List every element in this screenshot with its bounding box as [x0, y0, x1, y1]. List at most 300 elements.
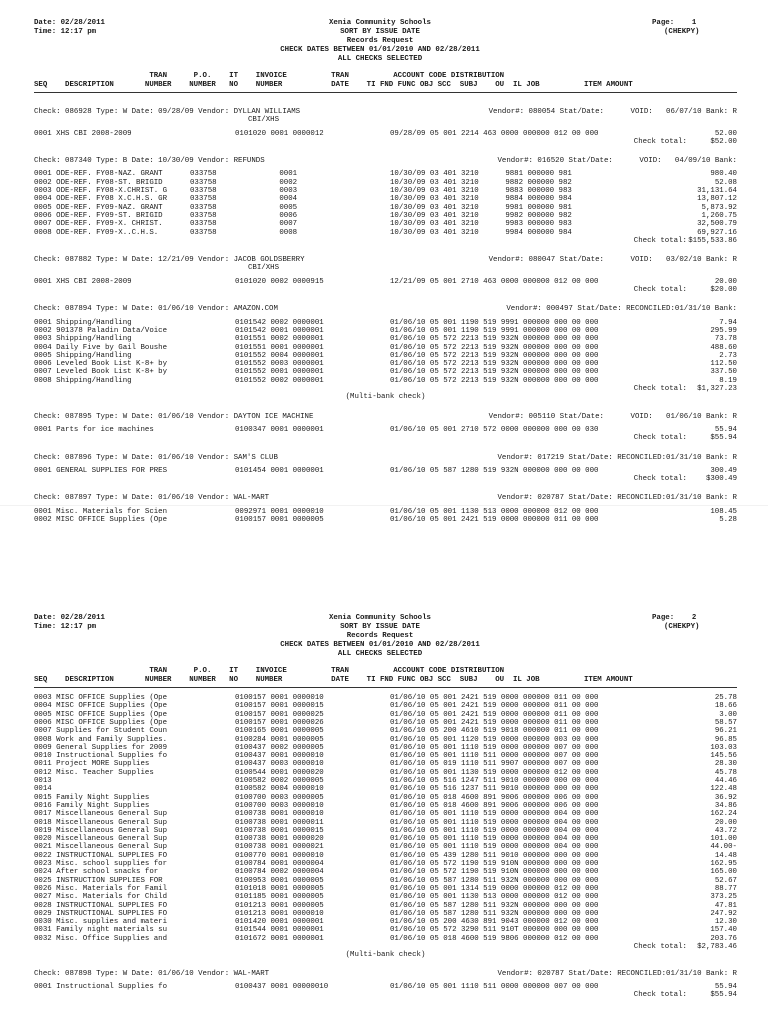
line-item	[34, 860, 737, 868]
item-account-code: 10/30/09 03 401 3210 9982 000000 982	[390, 211, 572, 220]
column-header-line2: SEQ DESCRIPTION NUMBER NUMBER NO NUMBER DATE TI FND FUNC OBJ SCC SUBJ OU IL JOB ITEM AMOUNT	[34, 676, 633, 684]
item-po-number: 0100437 0001 00000010	[235, 982, 329, 991]
check-header	[34, 494, 737, 502]
item-description: 0001 Parts for ice machines	[34, 425, 154, 434]
item-description: 0031 Family night materials su	[34, 926, 168, 935]
item-description: 0001 XHS CBI 2008-2009	[34, 129, 132, 138]
item-amount: 43.72	[714, 826, 737, 835]
item-description: 0014	[34, 785, 52, 794]
item-amount: 145.56	[710, 752, 737, 761]
item-account-code: 01/06/10 05 572 2213 519 932N 000000 000 00 000	[390, 351, 599, 360]
item-po-number: 0100953 0001 0000005	[235, 876, 324, 885]
item-amount: 25.78	[714, 694, 737, 702]
item-amount: 73.78	[714, 335, 737, 344]
item-amount: 165.00	[710, 868, 737, 877]
item-account-code: 10/30/09 03 401 3210 9983 000000 983	[390, 220, 572, 229]
item-account-code: 01/06/10 05 516 1247 511 9010 000000 000 00 000	[390, 777, 599, 785]
program-code: (CHEKPY)	[664, 28, 700, 36]
item-account-code: 01/06/10 05 001 2421 519 0000 000000 011 00 000	[390, 718, 599, 727]
check-info: Check: 087895 Type: W Date: 01/06/10 Vendor: DAYTON ICE MACHINE	[34, 412, 314, 421]
item-tran-number: 033758	[190, 195, 217, 204]
item-account-code: 01/06/10 05 001 1110 519 0000 000000 004 00 000	[390, 818, 599, 827]
check-total-value: $1,327.23	[697, 385, 737, 394]
item-po-number: 0100437 0001 0000010	[235, 752, 324, 761]
item-amount: 47.81	[714, 901, 737, 910]
item-po-number: 0101018 0001 0000005	[235, 884, 324, 893]
item-account-code: 10/30/09 03 401 3210 9981 000000 981	[390, 203, 572, 212]
item-account-code: 10/30/09 03 401 3210 9884 000000 984	[390, 195, 572, 204]
line-item	[34, 130, 737, 138]
item-amount: 5.28	[719, 515, 737, 524]
item-amount: 122.48	[710, 785, 737, 794]
header-rule	[34, 687, 737, 688]
item-po-number: 0101551 0001 0000001	[235, 343, 324, 352]
item-po-number: 0100738 0001 0000021	[235, 843, 324, 852]
item-amount: 103.03	[710, 743, 737, 752]
item-amount: 3.00	[719, 710, 737, 719]
check-info: Check: 087898 Type: W Date: 01/06/10 Vendor: WAL-MART	[34, 969, 270, 978]
item-amount: 295.99	[710, 326, 737, 335]
item-description: 0006 MISC OFFICE Supplies (Ope	[34, 718, 168, 727]
item-account-code: 01/06/10 05 516 1237 511 9010 000000 000 00 000	[390, 785, 599, 794]
check-total-row	[34, 943, 737, 951]
line-item	[34, 426, 737, 434]
item-amount: 55.94	[714, 982, 737, 991]
item-po-number: 0101551 0002 0000001	[235, 335, 324, 344]
item-description: 0004 Daily Five by Gail Boushe	[34, 343, 168, 352]
check-subtitle: CBI/XHS	[248, 116, 280, 125]
item-amount: 28.30	[714, 760, 737, 769]
item-description: 0011 Project MORE Supplies	[34, 760, 150, 769]
line-item	[34, 983, 737, 991]
item-account-code: 09/28/09 05 001 2214 463 0000 000000 012 00 000	[390, 129, 599, 138]
item-amount: 96.21	[714, 727, 737, 736]
item-description: 0007 ODE-REF. FY09-X. CHRIST.	[34, 220, 163, 229]
line-item	[34, 843, 737, 851]
item-po-number: 0100738 0001 0000015	[235, 826, 324, 835]
item-amount: 13,807.12	[697, 195, 737, 204]
item-description: 0017 Miscellaneous General Sup	[34, 810, 168, 819]
line-item	[34, 719, 737, 727]
item-description: 0013	[34, 777, 52, 785]
check-info: Check: 087896 Type: W Date: 01/06/10 Vendor: SAM'S CLUB	[34, 453, 278, 462]
item-amount: 69,927.16	[697, 228, 737, 237]
item-amount: 58.57	[714, 718, 737, 727]
item-account-code: 01/06/10 05 001 2421 519 0000 000000 011 00 000	[390, 515, 599, 524]
item-po-number: 0101454 0001 0000001	[235, 466, 324, 475]
report-org: Xenia Community Schools	[328, 19, 431, 27]
item-amount: 12.30	[714, 918, 737, 927]
item-account-code: 01/06/10 05 001 1120 519 0000 000000 003 00 000	[390, 735, 599, 744]
line-item	[34, 327, 737, 335]
item-account-code: 10/30/09 03 401 3210 9984 000000 984	[390, 228, 572, 237]
item-description: 0018 Miscellaneous General Sup	[34, 818, 168, 827]
vendor-info: Vendor#: 000497 Stat/Date: RECONCILED:01/31/10 Bank:	[506, 305, 737, 314]
item-description: 0008 Shipping/Handling	[34, 376, 132, 385]
item-description: 0001 Instructional Supplies fo	[34, 982, 168, 991]
item-account-code: 01/06/10 05 587 1280 519 932N 000000 000 00 000	[390, 466, 599, 475]
multi-bank-note-text: (Multi-bank check)	[345, 951, 426, 960]
report-date: Date: 02/28/2011	[34, 614, 105, 622]
line-item	[34, 777, 737, 785]
check-header	[34, 256, 737, 264]
report-subtitle: Records Request	[346, 632, 414, 640]
item-account-code: 01/06/10 05 001 2421 519 0000 000000 011 00 000	[390, 710, 599, 719]
item-po-number: 0100582 0004 0000010	[235, 785, 324, 794]
report-sort: SORT BY ISSUE DATE	[340, 623, 420, 631]
item-amount: 52.00	[714, 129, 737, 138]
vendor-info: Vendor#: 005110 Stat/Date: VOID: 01/06/10 Bank: R	[488, 412, 737, 421]
item-amount: 96.85	[714, 735, 737, 744]
check-total-row	[34, 385, 737, 393]
item-amount: 44.46	[714, 777, 737, 785]
item-po-number: 0100347 0001 0000001	[235, 425, 324, 434]
check-total-row	[34, 991, 737, 999]
line-item	[34, 810, 737, 818]
vendor-info: Vendor#: 016520 Stat/Date: VOID: 04/09/10 Bank:	[497, 157, 737, 166]
item-amount: 162.24	[710, 810, 737, 819]
item-description: 0009 General Supplies for 2009	[34, 743, 168, 752]
line-item	[34, 179, 737, 187]
item-description: 0023 Misc. school supplies for	[34, 860, 168, 868]
item-account-code: 12/21/09 05 001 2710 463 0000 000000 012 00 000	[390, 277, 599, 286]
line-item	[34, 918, 737, 926]
item-po-number: 0100738 0001 0000011	[235, 818, 324, 827]
check-info: Check: 087340 Type: B Date: 10/30/09 Vendor: REFUNDS	[34, 157, 265, 166]
item-po-number: 0001	[235, 170, 298, 179]
line-item	[34, 278, 737, 286]
item-amount: 5,873.92	[701, 203, 737, 212]
item-amount: 20.00	[714, 818, 737, 827]
item-description: 0021 Miscellaneous General Sup	[34, 843, 168, 852]
check-header	[34, 157, 737, 165]
item-amount: 88.77	[714, 884, 737, 893]
line-item	[34, 868, 737, 876]
check-total-label: Check total:	[633, 475, 687, 484]
line-item	[34, 319, 737, 327]
line-item	[34, 819, 737, 827]
item-po-number: 0100437 0003 0000010	[235, 760, 324, 769]
item-description: 0012 Misc. Teacher Supplies	[34, 768, 154, 777]
item-account-code: 01/06/10 05 001 2710 572 0000 000000 000 00 030	[390, 425, 599, 434]
line-item	[34, 794, 737, 802]
program-code: (CHEKPY)	[664, 623, 700, 631]
item-po-number: 0101672 0001 0000001	[235, 934, 324, 943]
vendor-info: Vendor#: 080047 Stat/Date: VOID: 03/02/10 Bank: R	[488, 256, 737, 265]
item-description: 0005 ODE-REF. FY09-NAZ. GRANT	[34, 203, 163, 212]
item-amount: 7.94	[719, 318, 737, 327]
item-po-number: 0101020 0001 0000012	[235, 129, 324, 138]
check-total-row	[34, 475, 737, 483]
line-item	[34, 877, 737, 885]
line-item	[34, 711, 737, 719]
item-description: 0029 INSTRUCTIONAL SUPPLIES FO	[34, 909, 168, 918]
check-info: Check: 086928 Type: W Date: 09/28/09 Vendor: DYLLAN WILLIAMS	[34, 108, 301, 116]
check-subtitle: CBI/XHS	[248, 264, 280, 273]
line-item	[34, 352, 737, 360]
line-item	[34, 827, 737, 835]
line-item	[34, 802, 737, 810]
line-item	[34, 736, 737, 744]
item-amount: 1,260.75	[701, 211, 737, 220]
item-po-number: 0101213 0001 0000010	[235, 909, 324, 918]
check-total-value: $55.94	[710, 434, 737, 443]
line-item	[34, 335, 737, 343]
item-description: 0022 INSTRUCTIONAL SUPPLIES FO	[34, 851, 168, 860]
line-item	[34, 893, 737, 901]
line-item	[34, 910, 737, 918]
item-po-number: 0101020 0002 0000915	[235, 277, 324, 286]
item-description: 0002 901378 Paladin Data/Voice	[34, 326, 168, 335]
item-description: 0003 Shipping/Handling	[34, 335, 132, 344]
item-account-code: 01/06/10 05 001 1110 519 0000 000000 004 00 000	[390, 810, 599, 819]
item-po-number: 0100544 0001 0000020	[235, 768, 324, 777]
item-description: 0026 Misc. Materials for Famil	[34, 884, 168, 893]
item-po-number: 0101552 0003 0000001	[235, 360, 324, 369]
check-total-value: $155,533.86	[688, 236, 737, 245]
item-amount: 36.92	[714, 793, 737, 802]
check-header	[34, 305, 737, 313]
item-description: 0001 Misc. Materials for Scien	[34, 507, 168, 516]
item-po-number: 0101544 0001 0000001	[235, 926, 324, 935]
item-account-code: 10/30/09 03 401 3210 9882 000000 982	[390, 178, 572, 187]
item-amount: 8.19	[719, 376, 737, 385]
item-account-code: 01/06/10 05 001 1130 513 0000 000000 012 00 000	[390, 893, 599, 902]
item-po-number: 0100157 0001 0000025	[235, 710, 324, 719]
line-item	[34, 204, 737, 212]
item-po-number: 0101552 0001 0000001	[235, 368, 324, 377]
line-item	[34, 760, 737, 768]
check-total-label: Check total:	[633, 991, 687, 1000]
check-info: Check: 087882 Type: W Date: 12/21/09 Vendor: JACOB GOLDSBERRY	[34, 256, 305, 265]
check-header	[34, 454, 737, 462]
item-description: 0024 After school snacks for	[34, 868, 159, 877]
item-amount: 18.66	[714, 702, 737, 711]
vendor-info: Vendor#: 020787 Stat/Date: RECONCILED:01/31/10 Bank: R	[497, 494, 737, 503]
line-item	[34, 769, 737, 777]
page-number: Page: 1	[652, 19, 697, 27]
item-po-number: 0005	[235, 203, 298, 212]
line-item	[34, 344, 737, 352]
item-description: 0005 Shipping/Handling	[34, 351, 132, 360]
item-amount: 44.00-	[710, 843, 737, 852]
line-item	[34, 752, 737, 760]
item-amount: 247.92	[710, 909, 737, 918]
item-account-code: 01/06/10 05 572 2213 519 932N 000000 000 00 000	[390, 376, 599, 385]
report-selection: ALL CHECKS SELECTED	[337, 650, 423, 658]
item-po-number: 0101185 0001 0000005	[235, 893, 324, 902]
header-rule	[34, 92, 737, 93]
page-number: Page: 2	[652, 614, 697, 622]
check-total-value: $55.94	[710, 991, 737, 1000]
report-time: Time: 12:17 pm	[34, 28, 97, 36]
report-range: CHECK DATES BETWEEN 01/01/2010 AND 02/28/2011	[280, 46, 480, 54]
multi-bank-note-text: (Multi-bank check)	[345, 393, 426, 402]
item-account-code: 01/06/10 05 001 1110 511 0000 000000 007 00 000	[390, 752, 599, 761]
check-total-label: Check total:	[633, 385, 687, 394]
item-description: 0003 ODE-REF. FY08-X.CHRIST. G	[34, 187, 168, 196]
item-account-code: 01/06/10 05 018 4600 519 9806 000000 012 00 000	[390, 934, 599, 943]
line-item	[34, 195, 737, 203]
item-description: 0019 Miscellaneous General Sup	[34, 826, 168, 835]
item-tran-number: 033758	[190, 211, 217, 220]
item-account-code: 01/06/10 05 572 2213 519 932N 000000 000 00 000	[390, 360, 599, 369]
item-description: 0003 MISC OFFICE Supplies (Ope	[34, 694, 168, 702]
check-total-row	[34, 286, 737, 294]
item-tran-number: 033758	[190, 178, 217, 187]
check-header	[34, 108, 737, 116]
line-item	[34, 170, 737, 178]
check-total-row	[34, 138, 737, 146]
item-account-code: 01/06/10 05 001 1110 511 0000 000000 007 00 000	[390, 982, 599, 991]
item-po-number: 0101542 0002 0000001	[235, 318, 324, 327]
item-po-number: 0100738 0001 0000020	[235, 835, 324, 844]
item-description: 0001 Shipping/Handling	[34, 318, 132, 327]
report-org: Xenia Community Schools	[328, 614, 431, 622]
item-amount: 101.00	[710, 835, 737, 844]
check-total-value: $300.49	[705, 475, 737, 484]
item-po-number: 0101542 0001 0000001	[235, 326, 324, 335]
item-account-code: 01/06/10 05 001 1130 519 0000 000000 012 00 000	[390, 768, 599, 777]
item-account-code: 01/06/10 05 001 2421 519 0000 000000 011 00 000	[390, 702, 599, 711]
item-description: 0001 GENERAL SUPPLIES FOR PRES	[34, 466, 168, 475]
item-description: 0027 Misc. Materials for Child	[34, 893, 168, 902]
item-account-code: 01/06/10 05 587 1280 511 932N 000000 000 00 000	[390, 909, 599, 918]
item-amount: 45.78	[714, 768, 737, 777]
item-account-code: 01/06/10 05 001 1130 513 0000 000000 012 00 000	[390, 507, 599, 516]
item-amount: 2.73	[719, 351, 737, 360]
item-po-number: 0100165 0001 0000005	[235, 727, 324, 736]
multi-bank-note	[34, 951, 737, 959]
item-po-number: 0003	[235, 187, 298, 196]
item-account-code: 01/06/10 05 572 3290 511 910T 000000 000 00 000	[390, 926, 599, 935]
item-amount: 162.95	[710, 860, 737, 868]
item-amount: 55.94	[714, 425, 737, 434]
check-header	[34, 413, 737, 421]
report-date: Date: 02/28/2011	[34, 19, 105, 27]
line-item	[34, 212, 737, 220]
line-item	[34, 852, 737, 860]
item-description: 0010 Instructional Supplies fo	[34, 752, 168, 761]
item-account-code: 01/06/10 05 001 1110 519 0000 000000 004 00 000	[390, 826, 599, 835]
item-po-number: 0100157 0001 0000005	[235, 515, 324, 524]
item-po-number: 0100284 0001 0000005	[235, 735, 324, 744]
item-po-number: 0100437 0002 0000005	[235, 743, 324, 752]
column-header-line2: SEQ DESCRIPTION NUMBER NUMBER NO NUMBER DATE TI FND FUNC OBJ SCC SUBJ OU IL JOB ITEM AMOUNT	[34, 81, 633, 89]
line-item	[34, 926, 737, 934]
line-item	[34, 935, 737, 943]
item-account-code: 01/06/10 05 587 1280 511 932N 000000 000 00 000	[390, 876, 599, 885]
item-description: 0020 Miscellaneous General Sup	[34, 835, 168, 844]
line-item	[34, 885, 737, 893]
line-item	[34, 702, 737, 710]
item-description: 0025 INSTRUCTION SUPPLIES FOR	[34, 876, 163, 885]
item-account-code: 01/06/10 05 019 1110 511 9907 000000 007 00 000	[390, 760, 599, 769]
item-tran-number: 033758	[190, 170, 217, 179]
item-amount: 34.86	[714, 801, 737, 810]
item-amount: 488.60	[710, 343, 737, 352]
check-info: Check: 087894 Type: W Date: 01/06/10 Vendor: AMAZON.COM	[34, 305, 278, 314]
check-info: Check: 087897 Type: W Date: 01/06/10 Vendor: WAL-MART	[34, 494, 270, 503]
item-po-number: 0101552 0002 0000001	[235, 376, 324, 385]
item-account-code: 01/06/10 05 587 1280 511 932N 000000 000 00 000	[390, 901, 599, 910]
item-amount: 112.50	[710, 360, 737, 369]
item-po-number: 0004	[235, 195, 298, 204]
item-description: 0002 MISC OFFICE Supplies (Ope	[34, 515, 168, 524]
item-account-code: 01/06/10 05 572 2213 519 932N 000000 000 00 000	[390, 368, 599, 377]
item-account-code: 01/06/10 05 572 2213 519 932N 000000 000 00 000	[390, 335, 599, 344]
vendor-info: Vendor#: 080054 Stat/Date: VOID: 06/07/10 Bank: R	[488, 108, 737, 116]
item-description: 0007 Supplies for Student Coun	[34, 727, 168, 736]
line-item	[34, 360, 737, 368]
item-description: 0001 XHS CBI 2008-2009	[34, 277, 132, 286]
check-total-label: Check total:	[633, 434, 687, 443]
item-account-code: 01/06/10 05 018 4600 891 9006 000000 006 00 000	[390, 793, 599, 802]
line-item	[34, 187, 737, 195]
check-total-label: Check total:	[633, 286, 687, 295]
item-po-number: 0100784 0002 0000004	[235, 868, 324, 877]
item-account-code: 01/06/10 05 572 1190 519 910N 000000 000 00 000	[390, 868, 599, 877]
item-description: 0008 Work and Family Supplies.	[34, 735, 168, 744]
item-po-number: 0100700 0003 0000010	[235, 801, 324, 810]
report-range: CHECK DATES BETWEEN 01/01/2010 AND 02/28/2011	[280, 641, 480, 649]
item-description: 0008 ODE-REF. FY09-X..C.H.S.	[34, 228, 159, 237]
item-description: 0016 Family Night Supplies	[34, 801, 150, 810]
line-item	[34, 377, 737, 385]
item-account-code: 01/06/10 05 001 1190 519 9991 000000 000 00 000	[390, 318, 599, 327]
item-description: 0001 ODE-REF. FY08-NAZ. GRANT	[34, 170, 163, 179]
item-account-code: 01/06/10 05 572 1190 519 910N 000000 000 00 000	[390, 860, 599, 868]
item-description: 0005 MISC OFFICE Supplies (Ope	[34, 710, 168, 719]
item-tran-number: 033758	[190, 220, 217, 229]
report-selection: ALL CHECKS SELECTED	[337, 55, 423, 63]
line-item	[34, 368, 737, 376]
item-po-number: 0100582 0002 0000005	[235, 777, 324, 785]
item-account-code: 01/06/10 05 018 4600 891 9006 000000 006 00 000	[390, 801, 599, 810]
item-account-code: 01/06/10 05 001 1190 519 9991 000000 000 00 000	[390, 326, 599, 335]
item-description: 0015 Family Night Supplies	[34, 793, 150, 802]
line-item	[34, 785, 737, 793]
column-header-line1: TRAN P.O. IT INVOICE TRAN ACCOUNT CODE DISTRIBUTION	[34, 72, 505, 80]
item-po-number: 0008	[235, 228, 298, 237]
item-po-number: 0100157 0001 0000015	[235, 702, 324, 711]
line-item	[34, 467, 737, 475]
report-subtitle: Records Request	[346, 37, 414, 45]
item-amount: 32,500.79	[697, 220, 737, 229]
item-po-number: 0101213 0001 0000005	[235, 901, 324, 910]
item-amount: 980.40	[710, 170, 737, 179]
report-sort: SORT BY ISSUE DATE	[340, 28, 420, 36]
item-account-code: 10/30/09 03 401 3210 9881 000000 981	[390, 170, 572, 179]
check-header	[34, 970, 737, 978]
check-total-row	[34, 434, 737, 442]
item-description: 0032 Misc. Office Supplies and	[34, 934, 168, 943]
report-page-2	[0, 505, 768, 1011]
item-po-number: 0002	[235, 178, 298, 187]
line-item	[34, 902, 737, 910]
item-po-number: 0006	[235, 211, 298, 220]
check-total-label: Check total:	[633, 943, 687, 951]
check-total-value: $52.00	[710, 137, 737, 146]
line-item	[34, 744, 737, 752]
item-po-number: 0100784 0001 0000004	[235, 860, 324, 868]
line-item	[34, 694, 737, 702]
item-account-code: 01/06/10 05 001 2421 519 0000 000000 011 00 000	[390, 694, 599, 702]
item-account-code: 01/06/10 05 001 1110 519 0000 000000 007 00 000	[390, 743, 599, 752]
item-description: 0004 MISC OFFICE Supplies (Ope	[34, 702, 168, 711]
item-amount: 203.76	[710, 934, 737, 943]
item-description: 0006 ODE-REF. FY09-ST. BRIGID	[34, 211, 163, 220]
